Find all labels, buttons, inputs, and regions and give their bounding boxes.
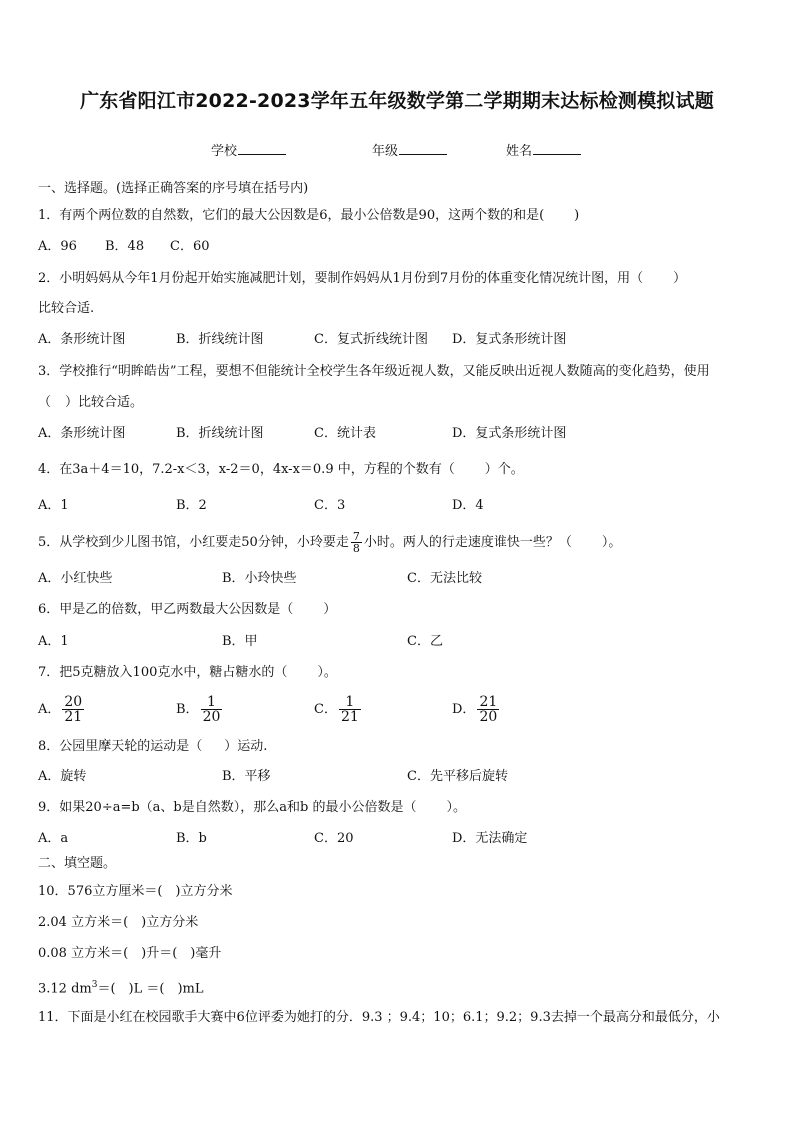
question-10-line-3: 0.08 立方米＝( )升＝( )毫升: [38, 946, 222, 961]
question-5-paren: ）。: [601, 535, 622, 550]
fraction-21-20: $\frac{21}{20}$: [479, 694, 498, 725]
question-3-paren-open: （: [38, 395, 52, 410]
q5-option-c: C．无法比较: [407, 571, 482, 586]
q7-option-c: C． $\frac{1}{21}$: [314, 694, 359, 725]
q2-option-d: D．复式条形统计图: [452, 332, 567, 347]
grade-label: 年级: [372, 144, 399, 159]
question-3-cont-text: ）比较合适。: [65, 395, 144, 410]
question-11: 11．下面是小红在校园歌手大赛中6位评委为她打的分．9.3 ；9.4；10；6.1；9.2；9.3去掉一个最高分和最低分，小: [38, 1010, 720, 1025]
question-6-text: 6．甲是乙的倍数，甲乙两数最大公因数是（: [38, 602, 294, 617]
q6-option-b: B．甲: [222, 634, 258, 649]
question-10-line-4: 3.12 $dm^3=$( )L ＝( )mL: [38, 980, 204, 997]
grade-field: [372, 140, 447, 159]
question-2-cont: 比较合适.: [38, 301, 95, 316]
question-5: [38, 526, 621, 560]
name-blank[interactable]: [533, 142, 581, 155]
question-5-text: 5．从学校到少儿图书馆，小红要走50分钟，小玲要走: [38, 535, 349, 550]
question-7-text: 7．把5克糖放入100克水中，糖占糖水的（: [38, 665, 288, 680]
question-2-paren: ）: [673, 271, 687, 286]
fraction-seven-eighths: $\frac{7}{8}$: [352, 530, 360, 555]
question-9-paren: ）。: [446, 800, 466, 815]
q2-option-a: A．条形统计图: [38, 332, 126, 347]
question-1-text: 1．有两个两位数的自然数，它们的最大公因数是6，最小公倍数是90，这两个数的和是(: [38, 208, 545, 223]
q9-option-a: A．a: [38, 831, 69, 846]
q4-option-d: D．4: [452, 498, 484, 513]
question-4-paren: ）个。: [484, 462, 524, 477]
school-blank[interactable]: [238, 142, 286, 155]
question-2: [38, 270, 686, 288]
question-10-line-2: 2.04 立方米＝( )立方分米: [38, 915, 199, 930]
q3-option-a: A．条形统计图: [38, 426, 126, 441]
question-9-text: 9．如果20÷a=b（a、b是自然数），那么a和b 的最小公倍数是（: [38, 800, 417, 815]
question-4-text: 4．在3a＋4＝10，7.2-x＜3，x-2＝0，4x-x＝0.9 中，方程的个数有（: [38, 462, 455, 477]
q8-option-a: A．旋转: [38, 769, 87, 784]
question-2-text: 2．小明妈妈从今年1月份起开始实施减肥计划，要制作妈妈从1月份到7月份的体重变化情况统计图，用（: [38, 271, 644, 286]
name-field: [506, 140, 581, 159]
q3-option-b: B．折线统计图: [176, 426, 264, 441]
question-8-paren: ）运动.: [224, 739, 268, 754]
question-6-paren: ）: [323, 602, 337, 617]
q3-option-d: D．复式条形统计图: [452, 426, 567, 441]
question-6: [38, 601, 336, 619]
question-7: [38, 664, 337, 682]
question-1-paren: ): [574, 208, 580, 223]
q1-option-c: C．60: [170, 239, 210, 254]
fraction-20-21: $\frac{20}{21}$: [64, 694, 83, 725]
section-heading-choice: 一、选择题。(选择正确答案的序号填在括号内): [38, 181, 309, 196]
q8-option-c: C．先平移后旋转: [407, 769, 508, 784]
q2-option-b: B．折线统计图: [176, 332, 264, 347]
q9-option-c: C．20: [314, 831, 354, 846]
question-8-text: 8．公园里摩天轮的运动是（: [38, 739, 203, 754]
question-4: [38, 461, 524, 479]
question-7-paren: ）。: [317, 665, 337, 680]
question-1: [38, 207, 579, 225]
grade-blank[interactable]: [399, 142, 447, 155]
q9-option-d: D．无法确定: [452, 831, 528, 846]
fraction-1-21: $\frac{1}{21}$: [340, 694, 359, 725]
school-field: [211, 140, 286, 159]
question-10-line-1: 10．576立方厘米＝( )立方分米: [38, 884, 233, 899]
q3-option-c: C．统计表: [314, 426, 376, 441]
question-3-cont: [38, 394, 143, 412]
q4-option-b: B．2: [176, 498, 207, 513]
fraction-1-20: $\frac{1}{20}$: [202, 694, 221, 725]
question-9: [38, 799, 466, 817]
q2-option-c: C．复式折线统计图: [314, 332, 428, 347]
q4-option-c: C．3: [314, 498, 346, 513]
page-title: 广东省阳江市2022-2023学年五年级数学第二学期期末达标检测模拟试题: [80, 90, 714, 112]
question-3: 3．学校推行“明眸皓齿”工程，要想不但能统计全校学生各年级近视人数，又能反映出近视人数随高的变化趋势，使用: [38, 364, 710, 379]
q9-option-b: B．b: [176, 831, 207, 846]
q6-option-a: A．1: [38, 634, 69, 649]
question-5-text-2: 小时。两人的行走速度谁快一些？（: [363, 535, 572, 550]
q7-option-b: B． $\frac{1}{20}$: [176, 694, 221, 725]
section-heading-fill: 二、填空题。: [38, 856, 117, 871]
q8-option-b: B．平移: [222, 769, 271, 784]
school-label: 学校: [211, 144, 238, 159]
q4-option-a: A．1: [38, 498, 69, 513]
q7-option-d: D． $\frac{21}{20}$: [452, 694, 498, 725]
q7-option-a: A． $\frac{20}{21}$: [38, 694, 83, 725]
q6-option-c: C．乙: [407, 634, 443, 649]
q5-option-b: B．小玲快些: [222, 571, 297, 586]
question-8: [38, 738, 267, 756]
name-label: 姓名: [506, 144, 533, 159]
q5-option-a: A．小红快些: [38, 571, 113, 586]
q1-option-a: A．96: [38, 239, 77, 254]
q1-option-b: B．48: [105, 239, 145, 254]
